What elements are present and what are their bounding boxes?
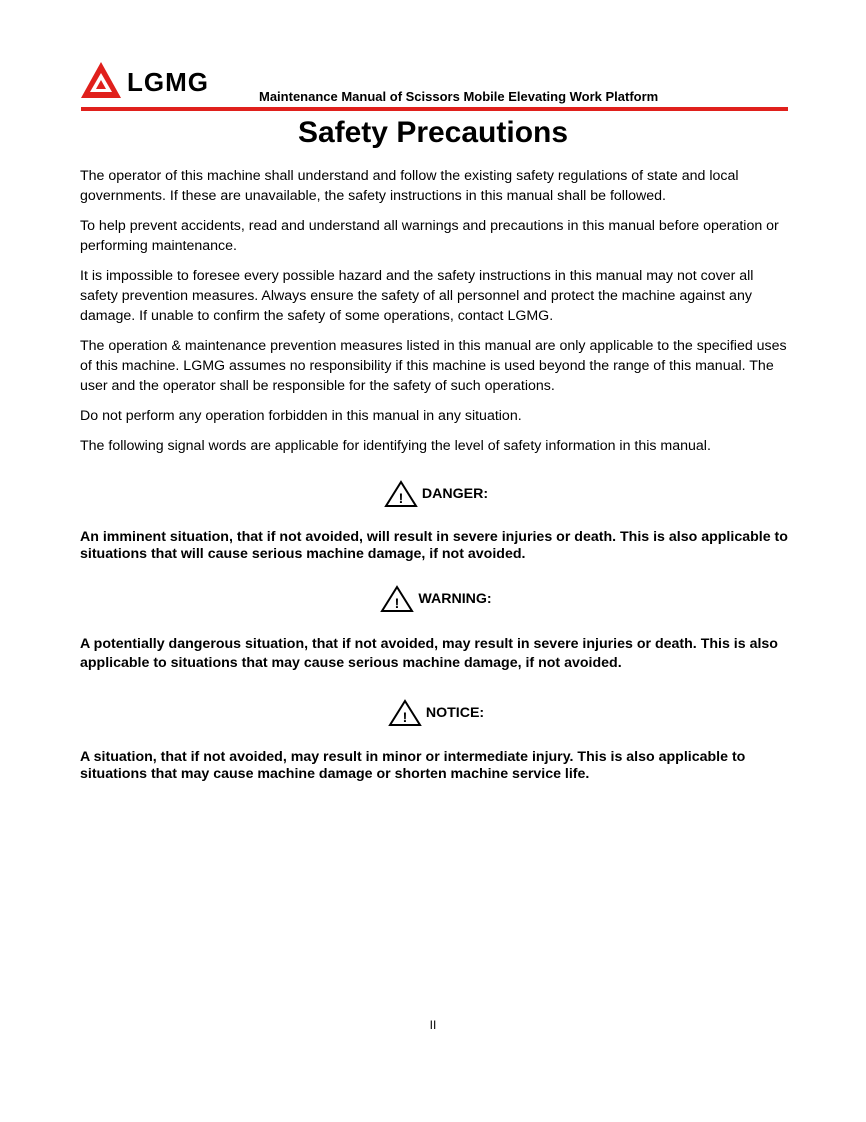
warning-description: A potentially dangerous situation, that if not avoided, may result in severe injuries or death. This is also applicable to situations that may cause serious machine damage, if not avoided. <box>80 636 778 671</box>
paragraph: To help prevent accidents, read and understand all warnings and precautions in this manual before operation or performing maintenance. <box>80 218 779 254</box>
svg-text:!: ! <box>398 490 404 506</box>
logo-wordmark: LGMG <box>127 67 209 97</box>
paragraph: The following signal words are applicable for identifying the level of safety information in this manual. <box>80 438 711 454</box>
svg-text:!: ! <box>395 595 400 611</box>
danger-description: An imminent situation, that if not avoided, will result in severe injuries or death. This is also applicable to situations that will cause serious machine damage, if not avoided. <box>80 529 788 562</box>
page-header <box>81 60 788 112</box>
warning-triangle-icon <box>380 585 414 613</box>
notice-description: A situation, that if not avoided, may result in minor or intermediate injury. This is also applicable to situations that may cause machine damage or shorten machine service life. <box>80 749 746 782</box>
page-title: Safety Precautions <box>297 116 569 149</box>
warning-label: WARNING: <box>418 591 492 607</box>
danger-heading <box>80 480 792 508</box>
paragraph: It is impossible to foresee every possible hazard and the safety instructions in this manual may not cover all safety prevention measures. Always ensure the safety of all personnel and protect the machine against any damage. If unable to confirm the safety of some operations, contact LGMG. <box>80 268 754 324</box>
warning-triangle-icon <box>388 699 422 727</box>
page-number: II <box>429 1018 437 1032</box>
page-content <box>80 166 792 783</box>
warning-triangle-icon <box>384 480 418 508</box>
notice-heading <box>80 699 792 727</box>
paragraph: The operator of this machine shall understand and follow the existing safety regulations of state and local governments. If these are unavailable, the safety instructions in this manual shall be followed. <box>80 168 739 204</box>
svg-text:!: ! <box>402 709 408 725</box>
warning-heading <box>80 585 792 613</box>
danger-label: DANGER: <box>421 486 489 502</box>
paragraph: The operation & maintenance prevention measures listed in this manual are only applicable to the specified uses of this machine. LGMG assumes no responsibility if this machine is used beyond the range of this manual. The user and the operator shall be responsible for the safety of such operations. <box>80 338 787 394</box>
paragraph: Do not perform any operation forbidden in this manual in any situation. <box>80 408 522 424</box>
header-divider <box>81 107 788 111</box>
notice-label: NOTICE: <box>425 705 485 721</box>
manual-title: Maintenance Manual of Scissors Mobile Elevating Work Platform <box>259 89 659 104</box>
lgmg-logo <box>81 60 231 100</box>
